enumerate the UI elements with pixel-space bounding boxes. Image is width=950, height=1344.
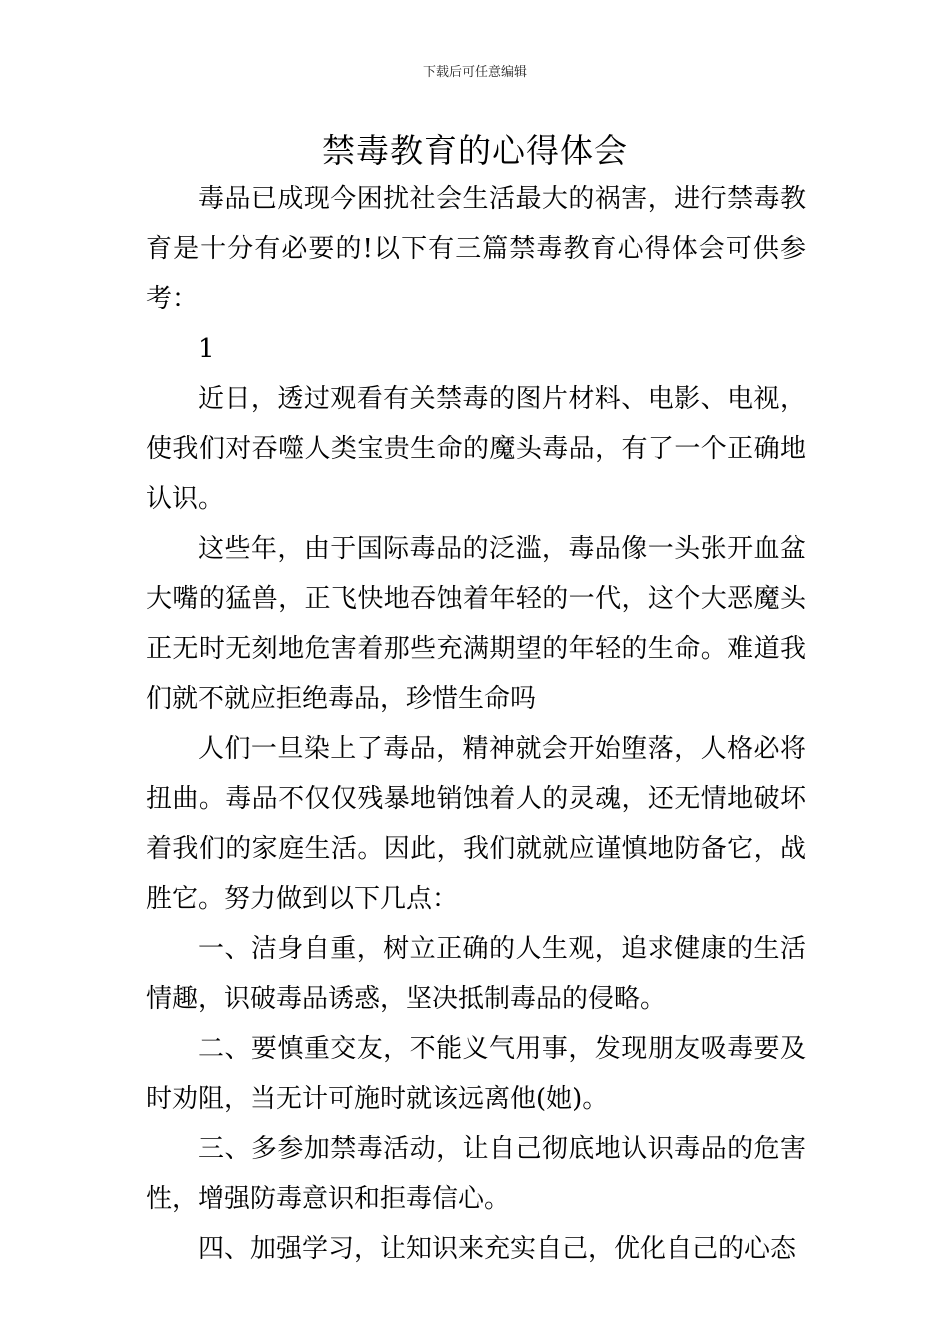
list-point-1: 一、洁身自重，树立正确的人生观，追求健康的生活情趣，识破毒品诱惑，坚决抵制毒品的侵略。: [146, 934, 806, 1014]
list-point-4: 四、加强学习，让知识来充实自己，优化自己的心态: [198, 1234, 797, 1264]
intro-paragraph: 毒品已成现今困扰社会生活最大的祸害，进行禁毒教育是十分有必要的!以下有三篇禁毒教育心得体会可供参考：: [146, 184, 806, 314]
document-title: 禁毒教育的心得体会: [322, 131, 628, 170]
document-body: [146, 174, 806, 1274]
body-paragraph: 这些年，由于国际毒品的泛滥，毒品像一头张开血盆大嘴的猛兽，正飞快地吞蚀着年轻的一代，这个大恶魔头正无时无刻地危害着那些充满期望的年轻的生命。难道我们就不就应拒绝毒品，珍惜生命吗: [146, 534, 806, 714]
list-point-3: 三、多参加禁毒活动，让自己彻底地认识毒品的危害性，增强防毒意识和拒毒信心。: [146, 1134, 806, 1214]
header-note: 下载后可任意编辑: [422, 65, 527, 80]
body-paragraph: 近日，透过观看有关禁毒的图片材料、电影、电视，使我们对吞噬人类宝贵生命的魔头毒品，有了一个正确地认识。: [146, 384, 806, 514]
body-paragraph: 人们一旦染上了毒品，精神就会开始堕落，人格必将扭曲。毒品不仅仅残暴地销蚀着人的灵魂，还无情地破坏着我们的家庭生活。因此，我们就就应谨慎地防备它，战胜它。努力做到以下几点：: [146, 734, 806, 914]
section-number: 1: [198, 334, 215, 364]
list-point-2: 二、要慎重交友，不能义气用事，发现朋友吸毒要及时劝阻，当无计可施时就该远离他(她)。: [146, 1034, 806, 1114]
